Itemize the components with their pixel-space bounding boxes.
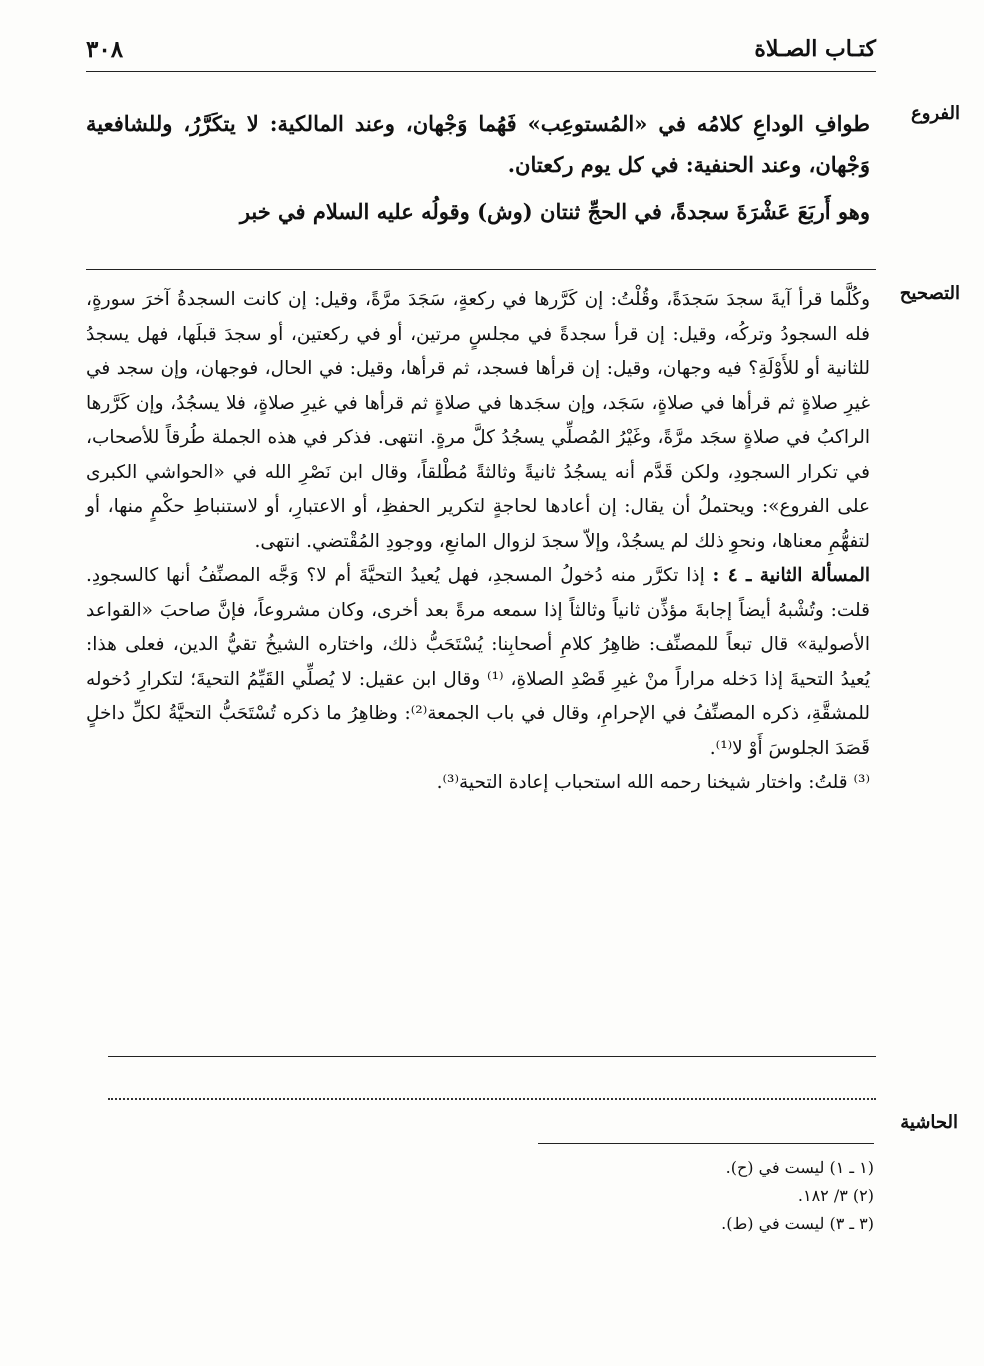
footnote: (٣ ـ ٣) ليست في (ط). — [721, 1214, 874, 1233]
masala-heading: المسألة الثانية ـ ٤ : — [712, 565, 870, 586]
footnote: (٢) ٣/ ١٨٢. — [797, 1186, 874, 1205]
masala-body: إذا تكرَّر منه دُخولُ المسجدِ، فهل يُعيدُ التحيَّةَ أم لا؟ وَجَّه المصنِّفُ أنها كالسجودِ. قلت: وتُشْبهُ أيضاً إجابةَ مؤذِّن ثانياً وثالثاً إذا سمعه مرةً بعد أخرى، وكان مشروعاً، فإنَّ صاحبَ «القواعد الأصولية» قال تبعاً للمصنِّف: ظاهِرُ كلامِ أصحابِنا: يُسْتَحَبُّ ذلك، واختاره الشيخُ تقيُّ الدين، فعلى هذا: يُعيدُ التحيةَ إذا دَخله مراراً منْ غيرِ قَصْدِ الصلاةِ، ⁽¹⁾ وقال ابن عقيل: لا يُصلِّي القَيِّمُ التحيةَ؛ لتكرارِ دُخوله للمشقَّةِ، ذكره المصنِّفُ في الإحرامِ، وقال في باب الجمعة⁽²⁾: وظاهِرُ ما ذكره تُسْتَحَبُّ التحيَّةُ لكلِّ داخلٍ قَصَدَ الجلوسَ أَوْ لا⁽¹⁾. — [86, 565, 870, 759]
tashih-paragraph: وكُلَّما قرأ آيةَ سجدَ سَجدَةً، وقُلْتُ: إن كَرَّرها في ركعةٍ، سَجَدَ مرَّةً، وقيل: إن كانت السجدةُ آخرَ سورةٍ، فله السجودُ وتركُه، وقيل: إن قرأ سجدةً في مجلسٍ مرتين، أو في ركعتين، أو سجدَ قبلَها، فهل يسجدُ للثانية أو للأَوْلَةِ؟ فيه وجهان، وقيل: إن قرأها فسجد، ثم قرأها، وقيل: في الحال، فوجهان، وإن سجد في غيرِ صلاةٍ ثم قرأها في صلاةٍ، سَجَد، وإن سجَدها في صلاةٍ ثم قرأها في غيرِ صلاةٍ، فلا يسجُدُ، وإن كَرَّرها الراكبُ في صلاةٍ سجَد مرَّةً، وغَيْرُ المُصلِّي يسجُدُ كلَّ مرةٍ. انتهى. فذكر في هذه الجملة طُرقاً للأصحاب، في تكرار السجودِ، ولكن قَدَّم أنه يسجُدُ ثانيةً وثالثةً مُطْلقاً، وقال ابن نَصْرِ الله في «الحواشي الكبرى على الفروع»: ويحتملُ أن يقال: إن أعادها لحاجةٍ لتكرير الحفظِ، أو الاعتبارِ، أو لاستنباطِ حكْمٍ منها، أو لتفهُّمِ معناها، ونحوِ ذلك لم يسجُدْ، وإلاّ سجدَ لزوال المانعِ، ووجودِ المُقْتضي. انتهى. — [86, 289, 870, 552]
section-tashih — [86, 283, 960, 1043]
header-rule — [86, 71, 876, 72]
dotted-separator — [108, 1098, 876, 1100]
furu-paragraph: وهو أَربَعَ عَشْرَةَ سجدةً، في الحجِّ ثنتان (وش) وقولُه عليه السلام في خبر — [239, 199, 870, 224]
section-divider — [86, 269, 876, 270]
section-furu — [86, 103, 960, 263]
footnote: (١ ـ ١) ليست في (ح). — [725, 1158, 874, 1177]
footnote-rule — [538, 1143, 874, 1144]
section-label-furu: الفروع — [911, 103, 960, 124]
furu-paragraph: طوافِ الوداعِ كلامُه في «المُستوعِب» فَهُما وَجْهان، وعند المالكية: لا يتكَرَّرُ، وللشافعية وَجْهان، وعند الحنفية: في كل يوم ركعتان. — [86, 111, 870, 177]
furu-text — [86, 103, 870, 232]
section-label-tashih: التصحيح — [899, 283, 960, 304]
hashiya-label: الحاشية — [900, 1112, 958, 1133]
running-header — [86, 36, 876, 66]
page-number: ٣٠٨ — [86, 36, 124, 63]
footnotes — [374, 1154, 874, 1238]
tashih-paragraph: ⁽³⁾ قلتُ: واختار شيخنا رحمه الله استحباب إعادة التحية⁽³⁾. — [436, 772, 870, 793]
tashih-text — [86, 283, 870, 801]
tashih-paragraph — [86, 559, 870, 766]
hashiya-rule — [108, 1056, 876, 1057]
running-title: كتـاب الصـلاة — [754, 36, 876, 62]
